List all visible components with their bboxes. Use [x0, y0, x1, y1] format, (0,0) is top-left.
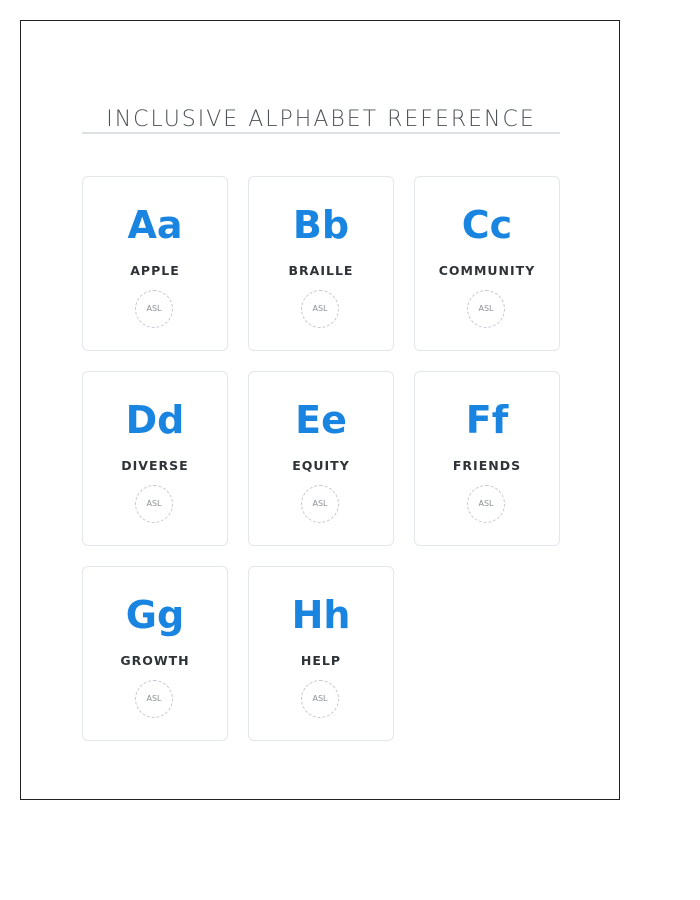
asl-badge: ASL	[135, 680, 173, 718]
title-divider	[82, 132, 560, 134]
alphabet-card-f	[414, 371, 560, 546]
page-title: INCLUSIVE ALPHABET REFERENCE	[106, 107, 536, 132]
asl-badge: ASL	[467, 485, 505, 523]
card-letter: Bb	[292, 203, 350, 247]
asl-badge: ASL	[301, 290, 339, 328]
card-word: BRAILLE	[288, 263, 354, 278]
alphabet-card-h	[248, 566, 394, 741]
card-word: COMMUNITY	[438, 263, 536, 278]
card-letter: Hh	[291, 593, 351, 637]
asl-badge: ASL	[467, 290, 505, 328]
card-word: FRIENDS	[452, 458, 522, 473]
card-word: EQUITY	[292, 458, 350, 473]
card-letter: Gg	[125, 593, 185, 637]
alphabet-card-e	[248, 371, 394, 546]
card-word: DIVERSE	[121, 458, 189, 473]
alphabet-card-grid	[82, 176, 560, 741]
asl-badge: ASL	[135, 290, 173, 328]
alphabet-card-d	[82, 371, 228, 546]
asl-badge: ASL	[301, 485, 339, 523]
asl-badge: ASL	[301, 680, 339, 718]
alphabet-sheet	[20, 20, 620, 800]
alphabet-card-a	[82, 176, 228, 351]
alphabet-card-g	[82, 566, 228, 741]
card-word: APPLE	[130, 263, 180, 278]
card-letter: Ff	[465, 398, 509, 442]
card-word: GROWTH	[120, 653, 190, 668]
card-word: HELP	[300, 653, 342, 668]
card-letter: Ee	[295, 398, 347, 442]
card-letter: Cc	[461, 203, 513, 247]
card-letter: Dd	[125, 398, 185, 442]
card-letter: Aa	[127, 203, 183, 247]
asl-badge: ASL	[135, 485, 173, 523]
alphabet-card-c	[414, 176, 560, 351]
alphabet-card-b	[248, 176, 394, 351]
